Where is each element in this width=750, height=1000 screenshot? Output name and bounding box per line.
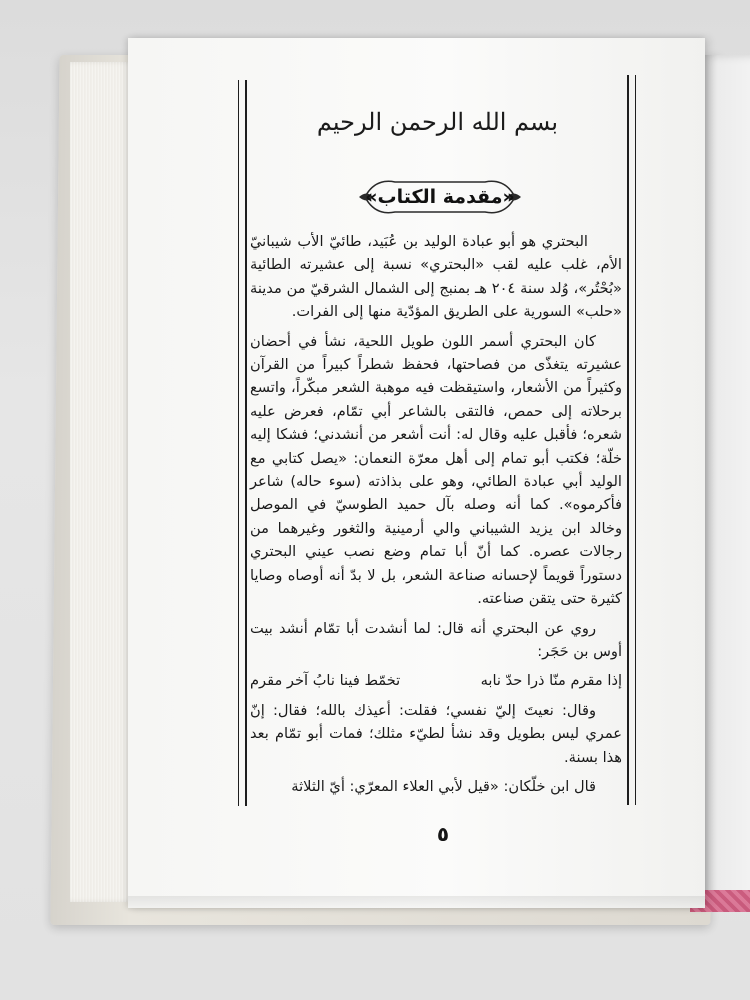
verse-second-hemistich: تخمّط فينا نابُ آخر مقرم: [250, 672, 401, 690]
page-edges: [70, 62, 135, 902]
page-number: ٥: [436, 822, 450, 846]
poetry-verse: [250, 669, 622, 692]
page-body: [250, 230, 622, 804]
basmala-heading: بسم الله الرحمن الرحيم: [316, 108, 559, 136]
page-bottom-shadow: [128, 896, 705, 912]
paragraph-biography: البحتري هو أبو عبادة الوليد بن عُبَيد، طائيّ الأب شيبانيّ الأم، غلب عليه لقب «البحتري» نسبة إلى عشيرته الطائية «بُحْتُر»، وُلد سنة ٢٠٤ هـ بمنبج إلى الشمال الشرقيّ من مدينة «حلب» السورية على الطريق المؤدّية منها إلى الفرات.: [250, 233, 622, 321]
page-frame-left-rule: [238, 80, 247, 806]
verse-first-hemistich: إذا مقرم منّا ذرا حدّ نابه: [480, 672, 622, 690]
paragraph-upbringing: كان البحتري أسمر اللون طويل اللحية، نشأ في أحضان عشيرته يتغذّى من فصاحتها، فحفظ شطراً كبيراً من القرآن وكثيراً من الأشعار، واستيقظت فيه موهبة الشعر مبكّراً، واتسع برحلاته إلى حمص، فالتقى بالشاعر أبي تمّام، فعرض عليه شعره؛ فأقبل عليه وقال له: أنت أشعر من أنشدني؛ فشكا إليه خلّة؛ فكتب أبو تمام إلى أهل معرّة النعمان: «يصل كتابي مع الوليد أبي عبادة الطائي، وهو على بذاذته (سوء حاله) شاعر فأكرموه». كما أنه وصله بآل حميد الطوسيّ في الموصل وخالد ابن يزيد الشيباني والي أرمينية والثغور وغيرهما من رجالات عصره. كما أنّ أبا تمام وضع نصب عيني البحتري دستوراً قويماً لإحسانه صناعة الشعر، بل لا بدّ أنه أوصاه وصايا كثيرة حتى يتقن صناعته.: [250, 332, 622, 608]
paragraph-after-verse: وقال: نعيتَ إليّ نفسي؛ فقلت: أعيذك بالله؛ فقال: إنّ عمري ليس بطويل وقد نشأ لطيّء مثلك؛ فمات أبو تمّام بعد هذا بسنة.: [250, 701, 622, 766]
next-page-edge: [700, 55, 750, 905]
paragraph-last-line: قال ابن خلّكان: «قيل لأبي العلاء المعرّي: أيّ الثلاثة: [291, 777, 596, 795]
page-frame-right-rule: [627, 75, 636, 805]
chapter-title: «مقدمة الكتاب»: [365, 186, 515, 208]
chapter-title-box: [355, 172, 525, 222]
paragraph-anecdote: روي عن البحتري أنه قال: لما أنشدت أبا تمّام أنشد بيت أوس بن حَجَر:: [250, 619, 622, 660]
